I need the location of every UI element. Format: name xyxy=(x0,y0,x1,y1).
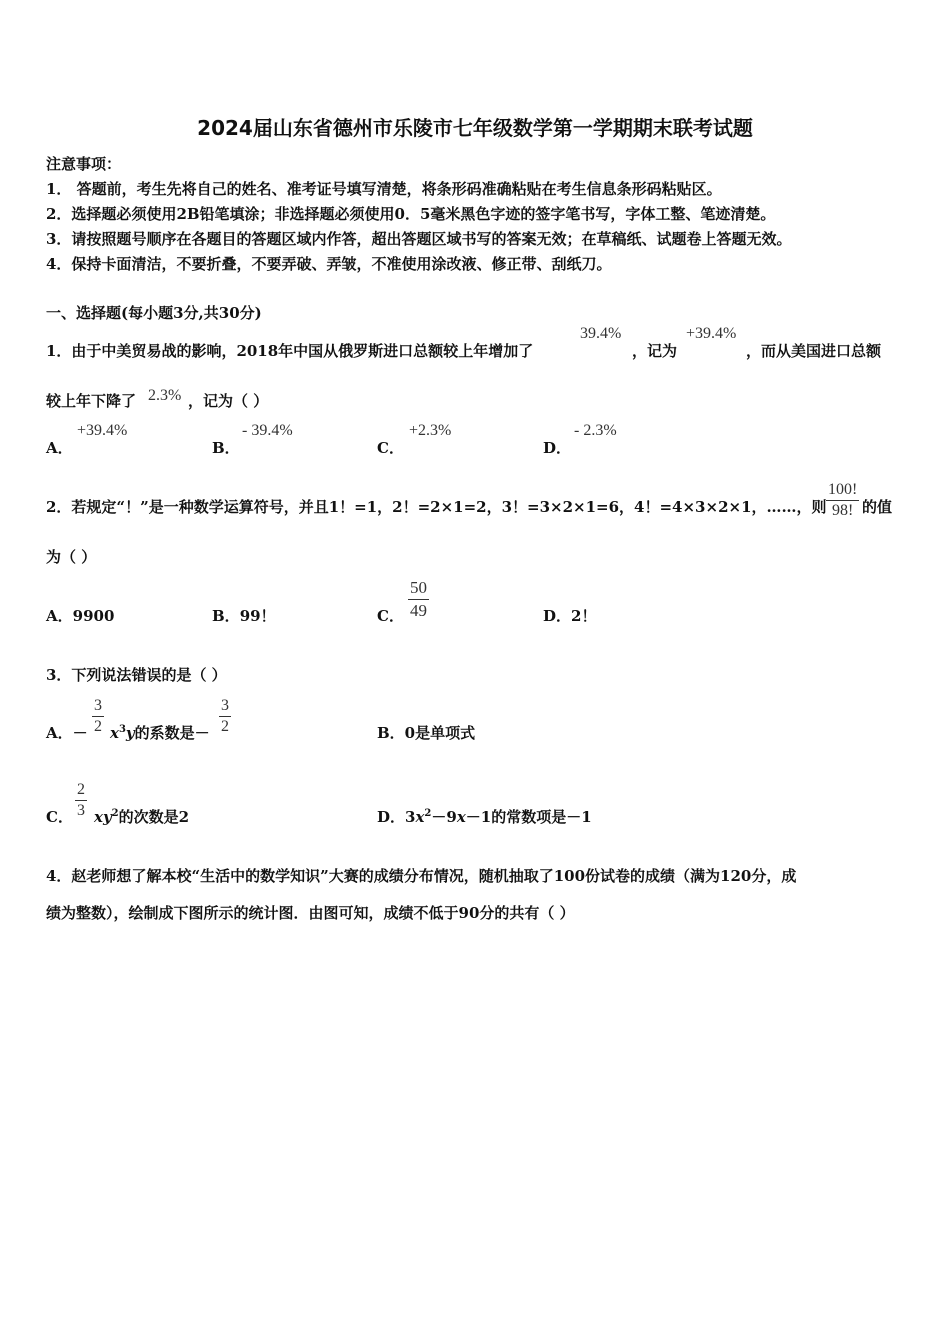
q1-value-3: 2.3% xyxy=(148,387,182,404)
q3-option-c-denominator: 3 xyxy=(77,802,85,819)
q1-text-a: 1．由于中美贸易战的影响，2018年中国从俄罗斯进口总额较上年增加了 xyxy=(46,342,534,360)
q1-option-a-label: A． xyxy=(46,439,73,457)
q2-option-a-value: 9900 xyxy=(72,607,115,625)
q3-option-c-numerator: 2 xyxy=(75,781,87,801)
section-heading: 一、选择题(每小题3分,共30分) xyxy=(46,304,262,322)
q3-option-a-var: x xyxy=(110,724,119,742)
q3-option-c-label: C． xyxy=(46,808,73,826)
q1-option-d-value: - 2.3% xyxy=(574,422,617,439)
q2-text-c: 为（ ） xyxy=(46,548,97,566)
q3-option-a-text: 的系数是－ xyxy=(134,724,210,742)
q3-option-c-var: xy xyxy=(94,808,112,826)
q1-option-b-value: - 39.4% xyxy=(242,422,293,439)
q2-option-c-fraction xyxy=(408,578,429,621)
q1-option-c-label: C． xyxy=(377,439,404,457)
q1-text-b: ，记为 xyxy=(632,342,678,360)
q1-value-1: 39.4% xyxy=(580,325,622,342)
q3-option-c-text: 的次数是2 xyxy=(118,808,190,826)
q2-option-a-label: A． xyxy=(46,607,73,625)
notice-item-4: 4．保持卡面清洁，不要折叠，不要弄破、弄皱，不准使用涂改液、修正带、刮纸刀。 xyxy=(46,255,612,273)
q2-option-d xyxy=(543,605,596,626)
page-title: 2024届山东省德州市乐陵市七年级数学第一学期期末联考试题 xyxy=(197,116,753,140)
q2-option-b xyxy=(212,605,276,626)
q3-option-a-label: A．－ xyxy=(46,724,88,742)
q1-option-c-value: +2.3% xyxy=(409,422,452,439)
notice-item-3: 3．请按照题号顺序在各题目的答题区域内作答，超出答题区域书写的答案无效；在草稿纸、试题卷上答题无效。 xyxy=(46,230,792,248)
q2-option-d-value: 2！ xyxy=(571,607,597,625)
notice-item-2: 2．选择题必须使用2B铅笔填涂；非选择题必须使用0．5毫米黑色字迹的签字笔书写，字体工整、笔迹清楚。 xyxy=(46,205,776,223)
q3-option-a-exp: 3 xyxy=(118,724,126,735)
q1-option-d-label: D． xyxy=(543,439,572,457)
q1-text-d: 较上年下降了 xyxy=(46,392,137,410)
q3-option-d-var: x xyxy=(415,808,425,826)
q3-option-a-denominator-2: 2 xyxy=(221,718,229,735)
q3-option-c-exp: 2 xyxy=(111,808,119,819)
q1-text-e: ，记为（ ） xyxy=(188,392,269,410)
notice-item-1: 1． 答题前，考生先将自己的姓名、准考证号填写清楚，将条形码准确粘贴在考生信息条形码粘贴区。 xyxy=(46,180,722,198)
q3-option-c-fraction xyxy=(75,781,87,820)
q3-option-d-text: －1的常数项是－1 xyxy=(465,808,592,826)
q3-option-a-denominator: 2 xyxy=(94,718,102,735)
q3-option-a-fraction xyxy=(92,697,104,736)
q3-option-a-numerator: 3 xyxy=(92,697,104,717)
q2-option-c-numerator: 50 xyxy=(408,578,429,600)
q4-line-2: 绩为整数），绘制成下图所示的统计图．由图可知，成绩不低于90分的共有（ ） xyxy=(46,904,575,922)
q3-option-a-numerator-2: 3 xyxy=(219,697,231,717)
q3-option-a-fraction-2 xyxy=(219,697,231,736)
q3-option-d xyxy=(377,806,592,827)
notice-heading: 注意事项： xyxy=(46,155,122,173)
q3-stem: 3．下列说法错误的是（ ） xyxy=(46,666,227,684)
q2-option-c-label: C． xyxy=(377,607,404,625)
q1-value-2: +39.4% xyxy=(686,325,737,342)
q2-option-d-label: D． xyxy=(543,607,572,625)
q2-text-b: 的值 xyxy=(862,498,893,516)
q2-fraction-numerator: 100! xyxy=(826,481,859,501)
q1-option-a-value: +39.4% xyxy=(77,422,128,439)
q2-option-a xyxy=(46,605,114,626)
q3-option-d-var2: x xyxy=(456,808,466,826)
q2-fraction-denominator: 98! xyxy=(832,502,854,519)
q4-line-1: 4．赵老师想了解本校“生活中的数学知识”大赛的成绩分布情况，随机抽取了100份试卷的成绩（满为120分，成 xyxy=(46,867,797,885)
q3-option-d-exp: 2 xyxy=(424,808,432,819)
q3-option-a-expr xyxy=(110,722,210,743)
q2-fraction xyxy=(826,481,859,520)
q1-option-b-label: B． xyxy=(212,439,240,457)
q2-option-b-value: 99！ xyxy=(239,607,276,625)
q3-option-b: B．0是单项式 xyxy=(377,724,476,742)
q2-text-a: 2．若规定“！”是一种数学运算符号，并且1！=1，2！=2×1=2，3！=3×2×1=6，4！=4×3×2×1，……，则 xyxy=(46,498,827,516)
q1-text-c: ，而从美国进口总额 xyxy=(746,342,882,360)
q3-option-a-var2: y xyxy=(125,724,135,742)
q3-option-c-expr xyxy=(94,806,189,827)
q2-option-c-denominator: 49 xyxy=(410,601,427,620)
q3-option-d-mid: －9 xyxy=(431,808,457,826)
q2-option-b-label: B． xyxy=(212,607,240,625)
q3-option-d-label: D．3 xyxy=(377,808,416,826)
